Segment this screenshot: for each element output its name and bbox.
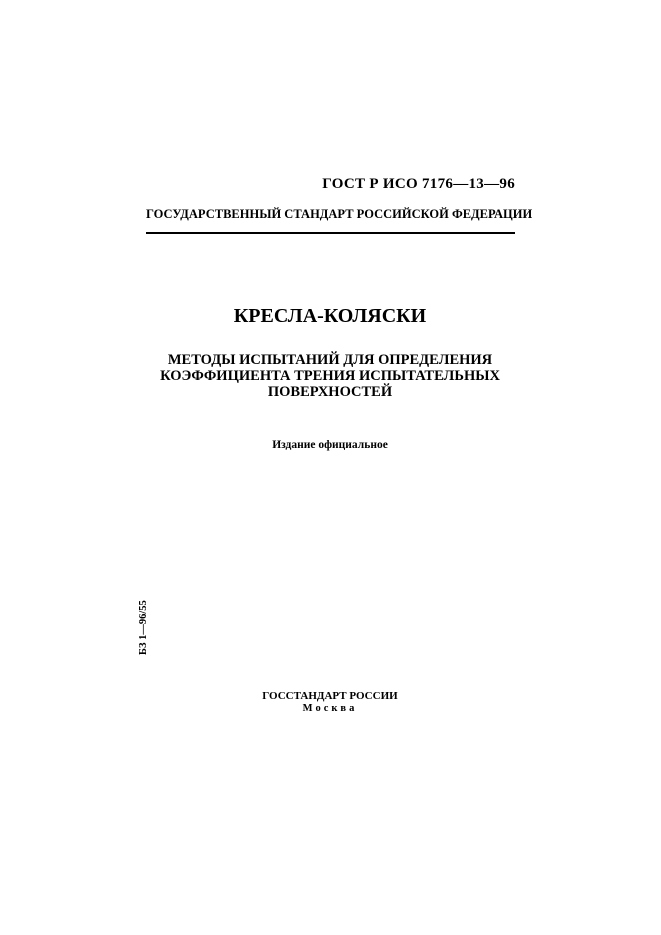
subtitle-line: МЕТОДЫ ИСПЫТАНИЙ ДЛЯ ОПРЕДЕЛЕНИЯ [167,352,493,368]
publisher-name: ГОССТАНДАРТ РОССИИ [262,690,398,702]
publisher-city: Москва [302,703,358,714]
edition-label: Издание официальное [272,439,388,451]
document-subtitle [130,352,530,400]
side-catalog-code: БЗ 1—96/55 [138,600,149,655]
header-divider [146,232,515,234]
standard-code: ГОСТ Р ИСО 7176—13—96 [322,176,515,192]
standard-organization: ГОСУДАРСТВЕННЫЙ СТАНДАРТ РОССИЙСКОЙ ФЕДЕРАЦИИ [146,207,533,221]
subtitle-line: КОЭФФИЦИЕНТА ТРЕНИЯ ИСПЫТАТЕЛЬНЫХ [160,368,500,384]
document-title: КРЕСЛА-КОЛЯСКИ [233,305,427,327]
subtitle-line: ПОВЕРХНОСТЕЙ [267,384,393,400]
